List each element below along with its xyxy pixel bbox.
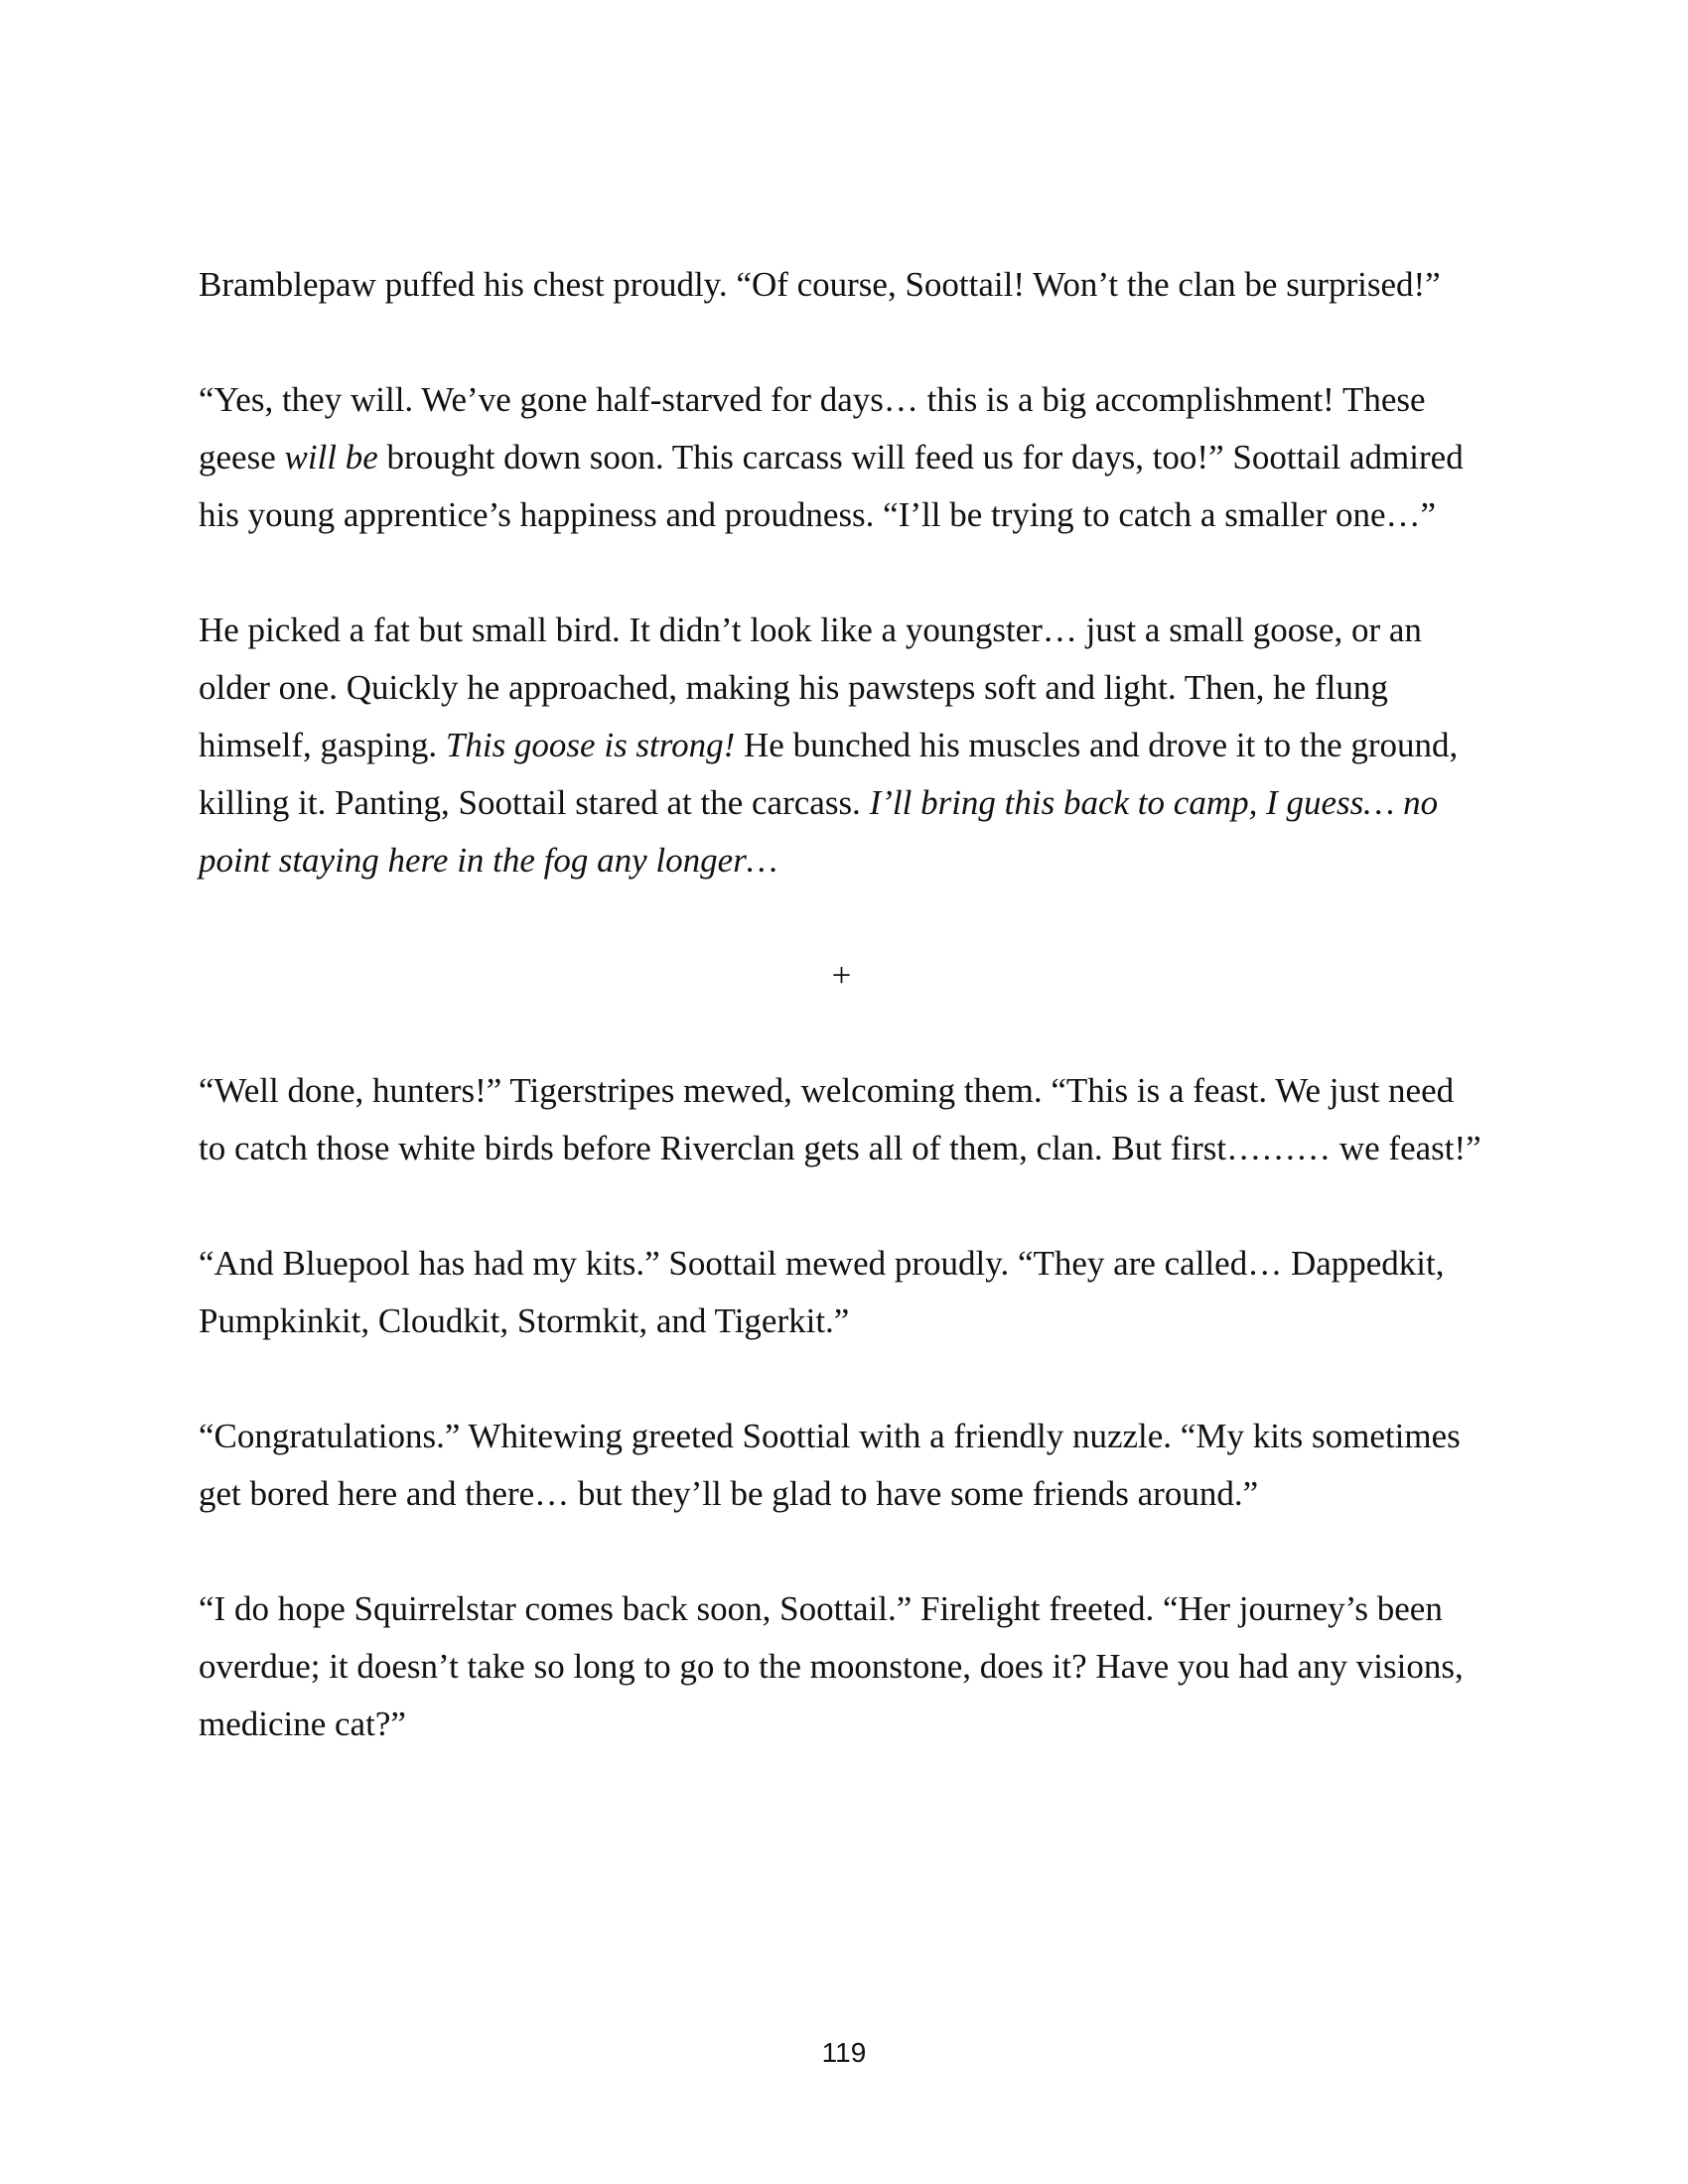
text-run: Bramblepaw puffed his chest proudly. “Of course, Soottail! Won’t the clan be surprised!” bbox=[199, 265, 1441, 304]
paragraph bbox=[199, 1062, 1489, 1177]
paragraph bbox=[199, 256, 1489, 314]
italic-text-run: I’ll bring this back to camp, I guess… no point staying here in the fog any longer… bbox=[199, 783, 1439, 880]
text-run: brought down soon. This carcass will feed us for days, too!” Soottail admired his young apprentice’s happiness and proudness. “I’ll be trying to catch a smaller one…” bbox=[199, 438, 1464, 534]
paragraph bbox=[199, 1408, 1489, 1523]
text-run: “I do hope Squirrelstar comes back soon, Soottail.” Firelight freeted. “Her journey’s been overdue; it doesn’t take so long to go to the moonstone, does it? Have you had any visions, medicine cat?” bbox=[199, 1589, 1464, 1743]
text-run: “Congratulations.” Whitewing greeted Soottial with a friendly nuzzle. “My kits sometimes get bored here and there… but they’ll be glad to have some friends around.” bbox=[199, 1417, 1461, 1513]
page-number: 119 bbox=[821, 2037, 867, 2068]
text-run: “And Bluepool has had my kits.” Soottail mewed proudly. “They are called… Dappedkit, Pumpkinkit, Cloudkit, Stormkit, and Tigerkit.” bbox=[199, 1244, 1445, 1340]
scene-break-separator: + bbox=[831, 956, 852, 995]
paragraph bbox=[199, 1235, 1489, 1350]
text-run: “Yes, they will. We’ve gone half-starved for days… this is a big accomplishment! These geese bbox=[199, 380, 1426, 477]
text-run: He picked a fat but small bird. It didn’t look like a youngster… just a small goose, or an older one. Quickly he approached, making his pawsteps soft and light. Then, he flung himself, gasping. bbox=[199, 611, 1422, 764]
italic-text-run: This goose is strong! bbox=[445, 726, 736, 764]
body-text bbox=[199, 256, 1489, 1753]
italic-text-run: will be bbox=[284, 438, 378, 477]
paragraph bbox=[199, 371, 1489, 544]
text-run: “Well done, hunters!” Tigerstripes mewed, welcoming them. “This is a feast. We just need to catch those white birds before Riverclan gets all of them, clan. But first……… we feast!” bbox=[199, 1071, 1481, 1167]
paragraph bbox=[199, 602, 1489, 889]
text-run: He bunched his muscles and drove it to the ground, killing it. Panting, Soottail stared at the carcass. bbox=[199, 726, 1459, 822]
paragraph bbox=[199, 1580, 1489, 1753]
